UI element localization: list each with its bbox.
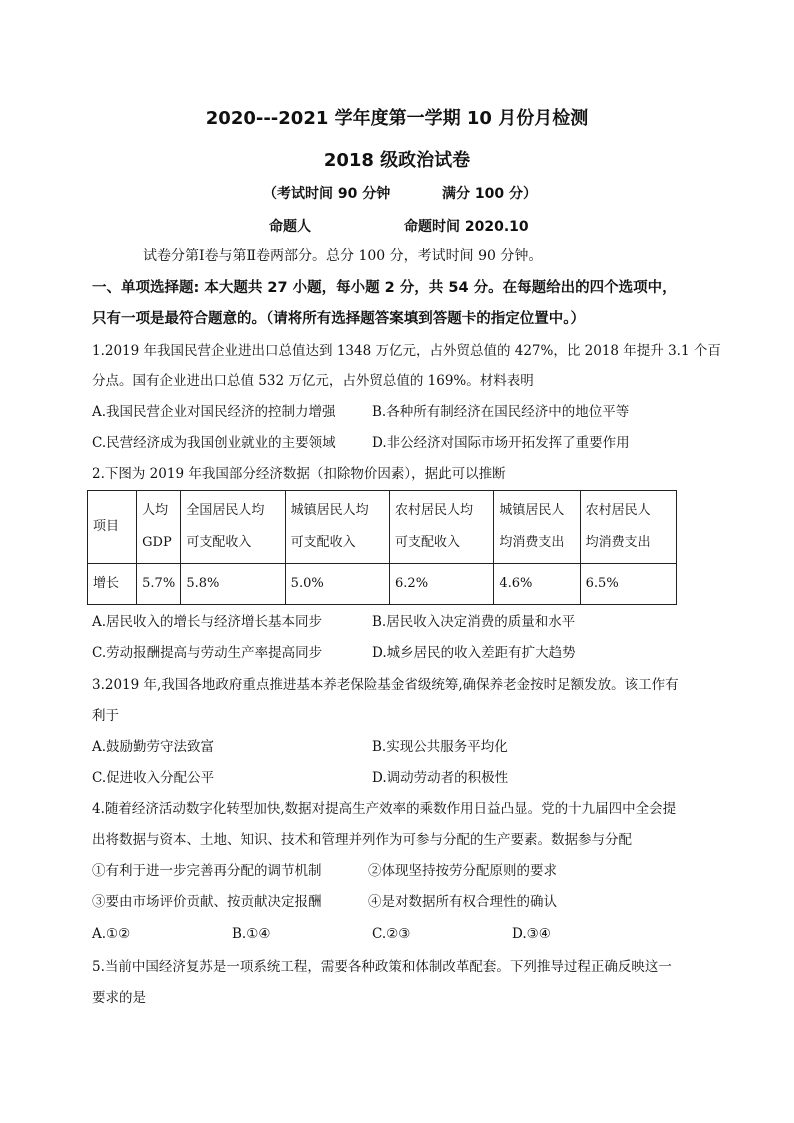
exam-note: 试卷分第Ⅰ卷与第Ⅱ卷两部分。总分 100 分，考试时间 90 分钟。 (143, 248, 543, 264)
table-header-cell: 项目 (88, 491, 137, 564)
exam-subtitle: 2018 级政治试卷 (323, 150, 471, 171)
exam-date: 命题时间 2020.10 (404, 219, 529, 235)
table-cell: 5.0% (285, 564, 389, 605)
table-header-cell: 农村居民人均 可支配收入 (390, 491, 494, 564)
section-heading (92, 278, 677, 298)
table-cell: 6.5% (580, 564, 676, 605)
q2-stem: 2.下图为 2019 年我国部分经济数据（扣除物价因素），据此可以推断 (92, 466, 506, 482)
table-cell: 5.8% (181, 564, 285, 605)
table-header-row (88, 491, 677, 564)
q2-option-b: B.居民收入决定消费的质量和水平 (372, 614, 576, 630)
q5-stem-line2: 要求的是 (92, 990, 146, 1006)
q4-statement-4: ④是对数据所有权合理性的确认 (368, 894, 557, 910)
economic-data-table (87, 490, 677, 605)
q3-option-a: A.鼓励勤劳守法致富 (92, 739, 215, 755)
table-row (88, 564, 677, 605)
q1-stem-line2: 分点。国有企业进出口总值 532 万亿元，占外贸总值的 169%。材料表明 (92, 373, 534, 389)
table-cell: 6.2% (390, 564, 494, 605)
q2-option-c: C.劳动报酬提高与劳动生产率提高同步 (92, 645, 323, 661)
q4-option-a: A.①② (92, 926, 131, 942)
q3-stem-line1: 3.2019 年,我国各地政府重点推进基本养老保险基金省级统筹,确保养老金按时足额发放。该工作有 (92, 677, 679, 693)
table-row-label: 增长 (88, 564, 137, 605)
table-cell: 5.7% (137, 564, 181, 605)
section-instruction: 一、单项选择题: 本大题共 27 小题，每小题 2 分，共 54 分。 (92, 280, 503, 296)
q3-option-d: D.调动劳动者的积极性 (372, 770, 509, 786)
table-header-cell: 农村居民人 均消费支出 (580, 491, 676, 564)
q4-stem-line2: 出将数据与资本、土地、知识、技术和管理并列作为可参与分配的生产要素。数据参与分配 (92, 832, 632, 848)
table-cell: 4.6% (494, 564, 580, 605)
table-header-cell: 全国居民人均 可支配收入 (181, 491, 285, 564)
table-header-cell: 人均 GDP (137, 491, 181, 564)
exam-full-score: 满分 100 分） (442, 186, 537, 202)
q4-option-d: D.③④ (512, 926, 551, 942)
q1-option-c: C.民营经济成为我国创业就业的主要领域 (92, 435, 336, 451)
q3-option-b: B.实现公共服务平均化 (372, 739, 508, 755)
table-header-cell: 城镇居民人 均消费支出 (494, 491, 580, 564)
exam-duration: （考试时间 90 分钟 (263, 186, 391, 202)
q4-option-b: B.①④ (232, 926, 271, 942)
table-header-cell: 城镇居民人均 可支配收入 (285, 491, 389, 564)
q4-statement-2: ②体现坚持按劳分配原则的要求 (368, 863, 557, 879)
q1-option-b: B.各种所有制经济在国民经济中的地位平等 (372, 404, 630, 420)
q4-statement-3: ③要由市场评价贡献、按贡献决定报酬 (92, 894, 322, 910)
q1-option-d: D.非公经济对国际市场开拓发挥了重要作用 (372, 435, 630, 451)
q2-option-d: D.城乡居民的收入差距有扩大趋势 (372, 645, 576, 661)
q1-stem-line1: 1.2019 年我国民营企业进出口总值达到 1348 万亿元，占外贸总值的 427%，比 2018 年提升 3.1 个百 (92, 343, 721, 359)
q4-option-c: C.②③ (372, 926, 411, 942)
exam-author: 命题人 (269, 219, 311, 235)
exam-title: 2020---2021 学年度第一学期 10 月份月检测 (205, 108, 589, 129)
q2-option-a: A.居民收入的增长与经济增长基本同步 (92, 614, 323, 630)
q1-option-a: A.我国民营企业对国民经济的控制力增强 (92, 404, 336, 420)
section-instruction-line2: 只有一项是最符合题意的。（请将所有选择题答案填到答题卡的指定位置中。） (92, 311, 585, 327)
q5-stem-line1: 5.当前中国经济复苏是一项系统工程，需要各种政策和体制改革配套。下列推导过程正确反映这一 (92, 959, 672, 975)
q3-option-c: C.促进收入分配公平 (92, 770, 215, 786)
q3-stem-line2: 利于 (92, 708, 119, 724)
q4-stem-line1: 4.随着经济活动数字化转型加快,数据对提高生产效率的乘数作用日益凸显。党的十九届四中全会提 (92, 801, 677, 817)
q4-statement-1: ①有利于进一步完善再分配的调节机制 (92, 863, 322, 879)
section-instruction-cont: 在每题给出的四个选项中， (502, 280, 677, 296)
